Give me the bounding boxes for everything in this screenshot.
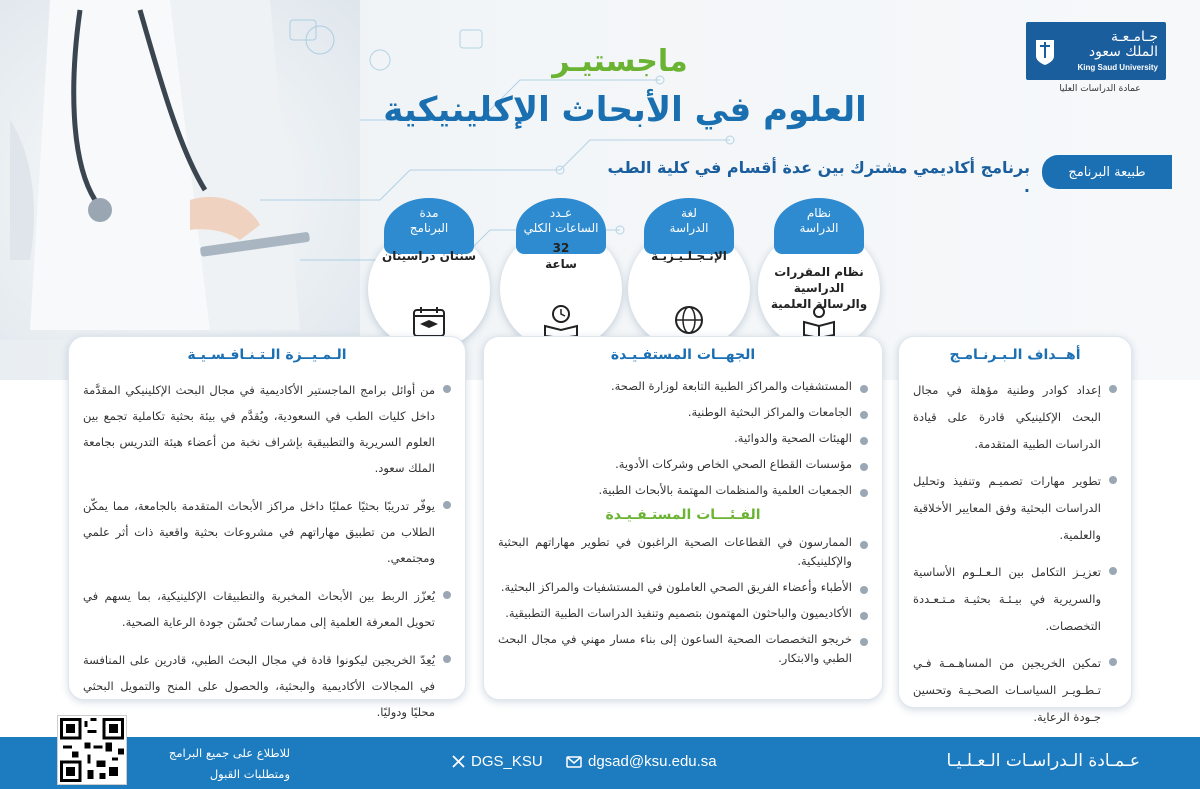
email-text[interactable]: dgsad@ksu.edu.sa (588, 753, 717, 770)
advantage-list (83, 377, 451, 725)
list-item: خريجو التخصصات الصحية الساعون إلى بناء مسار مهني في مجال البحث الطبي والابتكار. (498, 630, 868, 668)
deanship-caption: عمادة الدراسات العليا (1059, 84, 1141, 94)
program-nature-tag: طبيعة البرنامج (1042, 155, 1172, 189)
info-value: نظام المقررات الدراسية والرسالة العلمية (770, 265, 868, 311)
goals-title: أهــداف الـبـرنـامـج (949, 347, 1081, 363)
goals-list (913, 377, 1117, 731)
list-item: تعزيـز التكامل بين الـعـلـوم الأساسية والسريرية في بيـئـة بحثيـة مـتـعـددة التخصصات. (913, 559, 1117, 640)
list-item: يُعِدّ الخريجين ليكونوا قادة في مجال البحث الطبي، قادرين على المنافسة في المجالات الأكاديمية والبحثية، والحصول على المنح والتمويل البحثي محليًا ودوليًا. (83, 647, 451, 725)
info-head: نظام الدراسة (774, 198, 864, 254)
footer-deanship: عـمـادة الـدراسـات الـعـلـيـا (946, 751, 1140, 771)
ksu-emblem-icon (1034, 36, 1056, 66)
list-item: تطوير مهارات تصميـم وتنفيذ وتحليل الدراسات البحثية وفق المعايير الأخلاقية والعلمية. (913, 468, 1117, 549)
list-item: الممارسون في القطاعات الصحية الراغبون في تطوير مهاراتهم البحثية والإكلينيكية. (498, 533, 868, 571)
x-logo-icon (452, 755, 465, 768)
info-total-hours (500, 206, 622, 350)
email-icon (566, 756, 582, 768)
program-nature-text: برنامج أكاديمي مشترك بين عدة أقسام في كلية الطب . (607, 158, 1030, 196)
beneficiaries-title: الجهــات المستفـيـدة (610, 347, 756, 363)
info-head: عـدد الساعات الكلي (516, 198, 606, 254)
list-item: تمكين الخريجين من المساهـمـة فـي تـطـويـر السياسـات الصحـيـة وتحسين جـودة الرعاية. (913, 650, 1117, 731)
list-item: يُعزّز الربط بين الأبحاث المخبرية والتطبيقات الإكلينيكية، بما يسهم في تحويل المعرفة العلمية إلى ممارسات تُحسّن جودة الرعاية الصحية. (83, 583, 451, 635)
reading-person-icon (800, 304, 838, 338)
qr-code[interactable] (58, 716, 126, 784)
info-value: سنتان دراسيتان (381, 249, 477, 263)
beneficiaries-list (498, 377, 868, 500)
x-handle-text[interactable]: DGS_KSU (471, 753, 543, 770)
graduation-calendar-icon (410, 304, 448, 338)
list-item: الجامعات والمراكز البحثية الوطنية. (498, 403, 868, 422)
book-clock-icon (542, 304, 580, 338)
info-value: 32 ساعة (545, 241, 577, 271)
advantage-card (68, 336, 466, 719)
list-item: مؤسسات القطاع الصحي الخاص وشركات الأدوية. (498, 455, 868, 474)
program-title: العلوم في الأبحاث الإكلينيكية (383, 90, 867, 130)
footer-note-line1: للاطلاع على جميع البرامج (168, 746, 290, 760)
list-item: الهيئات الصحية والدوائية. (498, 429, 868, 448)
info-study-system (758, 206, 880, 350)
footer-note-line2: ومتطلبات القبول (209, 767, 290, 781)
list-item: من أوائل برامج الماجستير الأكاديمية في مجال البحث الإكلينيكي المقدَّمة داخل كليات الطب في السعودية، ويُقدَّم في بيئة بحثية تكاملية تجمع بين العلوم السريرية والتطبيقية بإشراف نخبة من أعضاء هيئة التدريس بجامعة الملك سعود. (83, 377, 451, 481)
footer-note (140, 743, 290, 785)
footer-x-account[interactable] (452, 753, 543, 770)
logo-english: King Saud University (1077, 63, 1158, 72)
beneficiaries-card (483, 336, 883, 700)
list-item: الأكاديميون والباحثون المهتمون بتصميم وتنفيذ الدراسات الطبية التطبيقية. (498, 604, 868, 623)
advantage-title: الـمـيــزة الـتـنـافـسـيـة (187, 347, 347, 363)
info-value: الإنـجـلـيـزيـة (651, 249, 727, 263)
footer-email[interactable] (566, 753, 717, 770)
info-head: مدة البرنامج (384, 198, 474, 254)
list-item: المستشفيات والمراكز الطبية التابعة لوزارة الصحة. (498, 377, 868, 396)
list-item: يوفّر تدريبًا بحثيًا عمليًا داخل مراكز الأبحاث المتقدمة بالجامعة، مما يمكّن الطلاب من تطبيق مهاراتهم في مشروعات بحثية واقعية ذات أثر علمي ومجتمعي. (83, 493, 451, 571)
list-item: الجمعيات العلمية والمنظمات المهتمة بالأبحاث الطبية. (498, 481, 868, 500)
list-item: الأطباء وأعضاء الفريق الصحي العاملون في المستشفيات والمراكز البحثية. (498, 578, 868, 597)
info-language (628, 206, 750, 350)
categories-title: الفـئـــات المستـفـيـدة (605, 507, 761, 523)
info-head: لغة الدراسة (644, 198, 734, 254)
globe-chat-icon (670, 304, 708, 338)
ksu-logo (1026, 22, 1166, 80)
footer-bar (0, 737, 1200, 789)
logo-text (1078, 30, 1158, 72)
info-duration (368, 206, 490, 350)
list-item: إعداد كوادر وطنية مؤهلة في مجال البحث الإكلينيكي قادرة على قيادة الدراسات الطبية المتقدمة. (913, 377, 1117, 458)
degree-title: ماجستيـر (552, 44, 688, 79)
categories-list (498, 533, 868, 668)
goals-card (898, 336, 1132, 724)
logo-arabic: جـامـعـة الملك سعود (1088, 29, 1158, 60)
